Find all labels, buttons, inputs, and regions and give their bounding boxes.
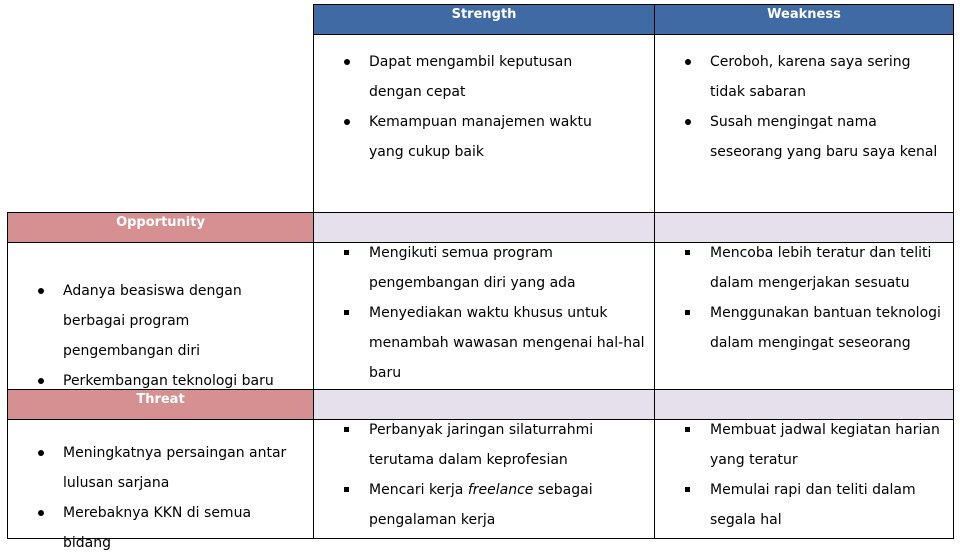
threat-header (7, 389, 313, 419)
bullet-icon (344, 250, 349, 255)
bullet-icon (344, 427, 349, 432)
weakness-header (654, 4, 954, 34)
bullet-icon (685, 487, 690, 492)
wo-list (710, 238, 948, 358)
bullet-icon (38, 378, 44, 384)
bullet-icon (685, 119, 691, 125)
opportunity-header (7, 212, 313, 242)
list-item: Memulai rapi dan teliti dalam segala hal (710, 475, 950, 535)
list-item: Menggunakan bantuan teknologi dalam mengingat seseorang (710, 298, 948, 358)
bullet-icon (344, 59, 350, 65)
opportunity-list (63, 276, 303, 396)
threat-cell (7, 419, 313, 551)
bullet-icon (38, 450, 44, 456)
so-cell (313, 242, 654, 390)
bullet-icon (344, 119, 350, 125)
wt-list (710, 415, 950, 535)
strength-header-label: Strength (451, 7, 517, 22)
threat-list (63, 438, 303, 558)
list-item: Meningkatnya persaingan antar lulusan sarjana (63, 438, 303, 498)
list-item: Perbanyak jaringan silaturrahmi terutama dalam keprofesian (369, 415, 651, 475)
strength-cell (313, 34, 654, 213)
bullet-icon (38, 288, 44, 294)
wt-cell (654, 419, 954, 539)
weakness-list (710, 47, 945, 167)
bullet-icon (38, 510, 44, 516)
list-item: Adanya beasiswa dengan berbagai program pengembangan diri (63, 276, 303, 366)
strength-list (369, 47, 619, 167)
bullet-icon (685, 310, 690, 315)
bullet-icon (344, 310, 349, 315)
weakness-cell (654, 34, 954, 213)
so-list (369, 238, 651, 388)
strength-header (313, 4, 654, 34)
list-item: Dapat mengambil keputusan dengan cepat (369, 47, 619, 107)
list-item: Susah mengingat nama seseorang yang baru saya kenal (710, 107, 945, 167)
bullet-icon (344, 487, 349, 492)
bullet-icon (685, 59, 691, 65)
bullet-icon (685, 427, 690, 432)
opportunity-cell (7, 242, 313, 390)
list-item: Kemampuan manajemen waktu yang cukup baik (369, 107, 619, 167)
list-item: Mencari kerja freelance sebagai pengalaman kerja (369, 475, 651, 535)
st-cell (313, 419, 654, 539)
weakness-header-label: Weakness (767, 7, 841, 22)
list-item: Mencoba lebih teratur dan teliti dalam mengerjakan sesuatu (710, 238, 948, 298)
bullet-icon (685, 250, 690, 255)
wo-cell (654, 242, 954, 390)
list-item: Perkembangan teknologi baru (63, 366, 303, 396)
list-item: Menyediakan waktu khusus untuk menambah wawasan mengenai hal-hal baru (369, 298, 651, 388)
threat-header-label: Threat (136, 392, 185, 407)
list-item: Ceroboh, karena saya sering tidak sabaran (710, 47, 945, 107)
list-item: Merebaknya KKN di semua bidang (63, 498, 303, 558)
list-item: Membuat jadwal kegiatan harian yang teratur (710, 415, 950, 475)
opportunity-header-label: Opportunity (116, 215, 205, 230)
st-list (369, 415, 651, 535)
list-item: Mengikuti semua program pengembangan diri yang ada (369, 238, 651, 298)
